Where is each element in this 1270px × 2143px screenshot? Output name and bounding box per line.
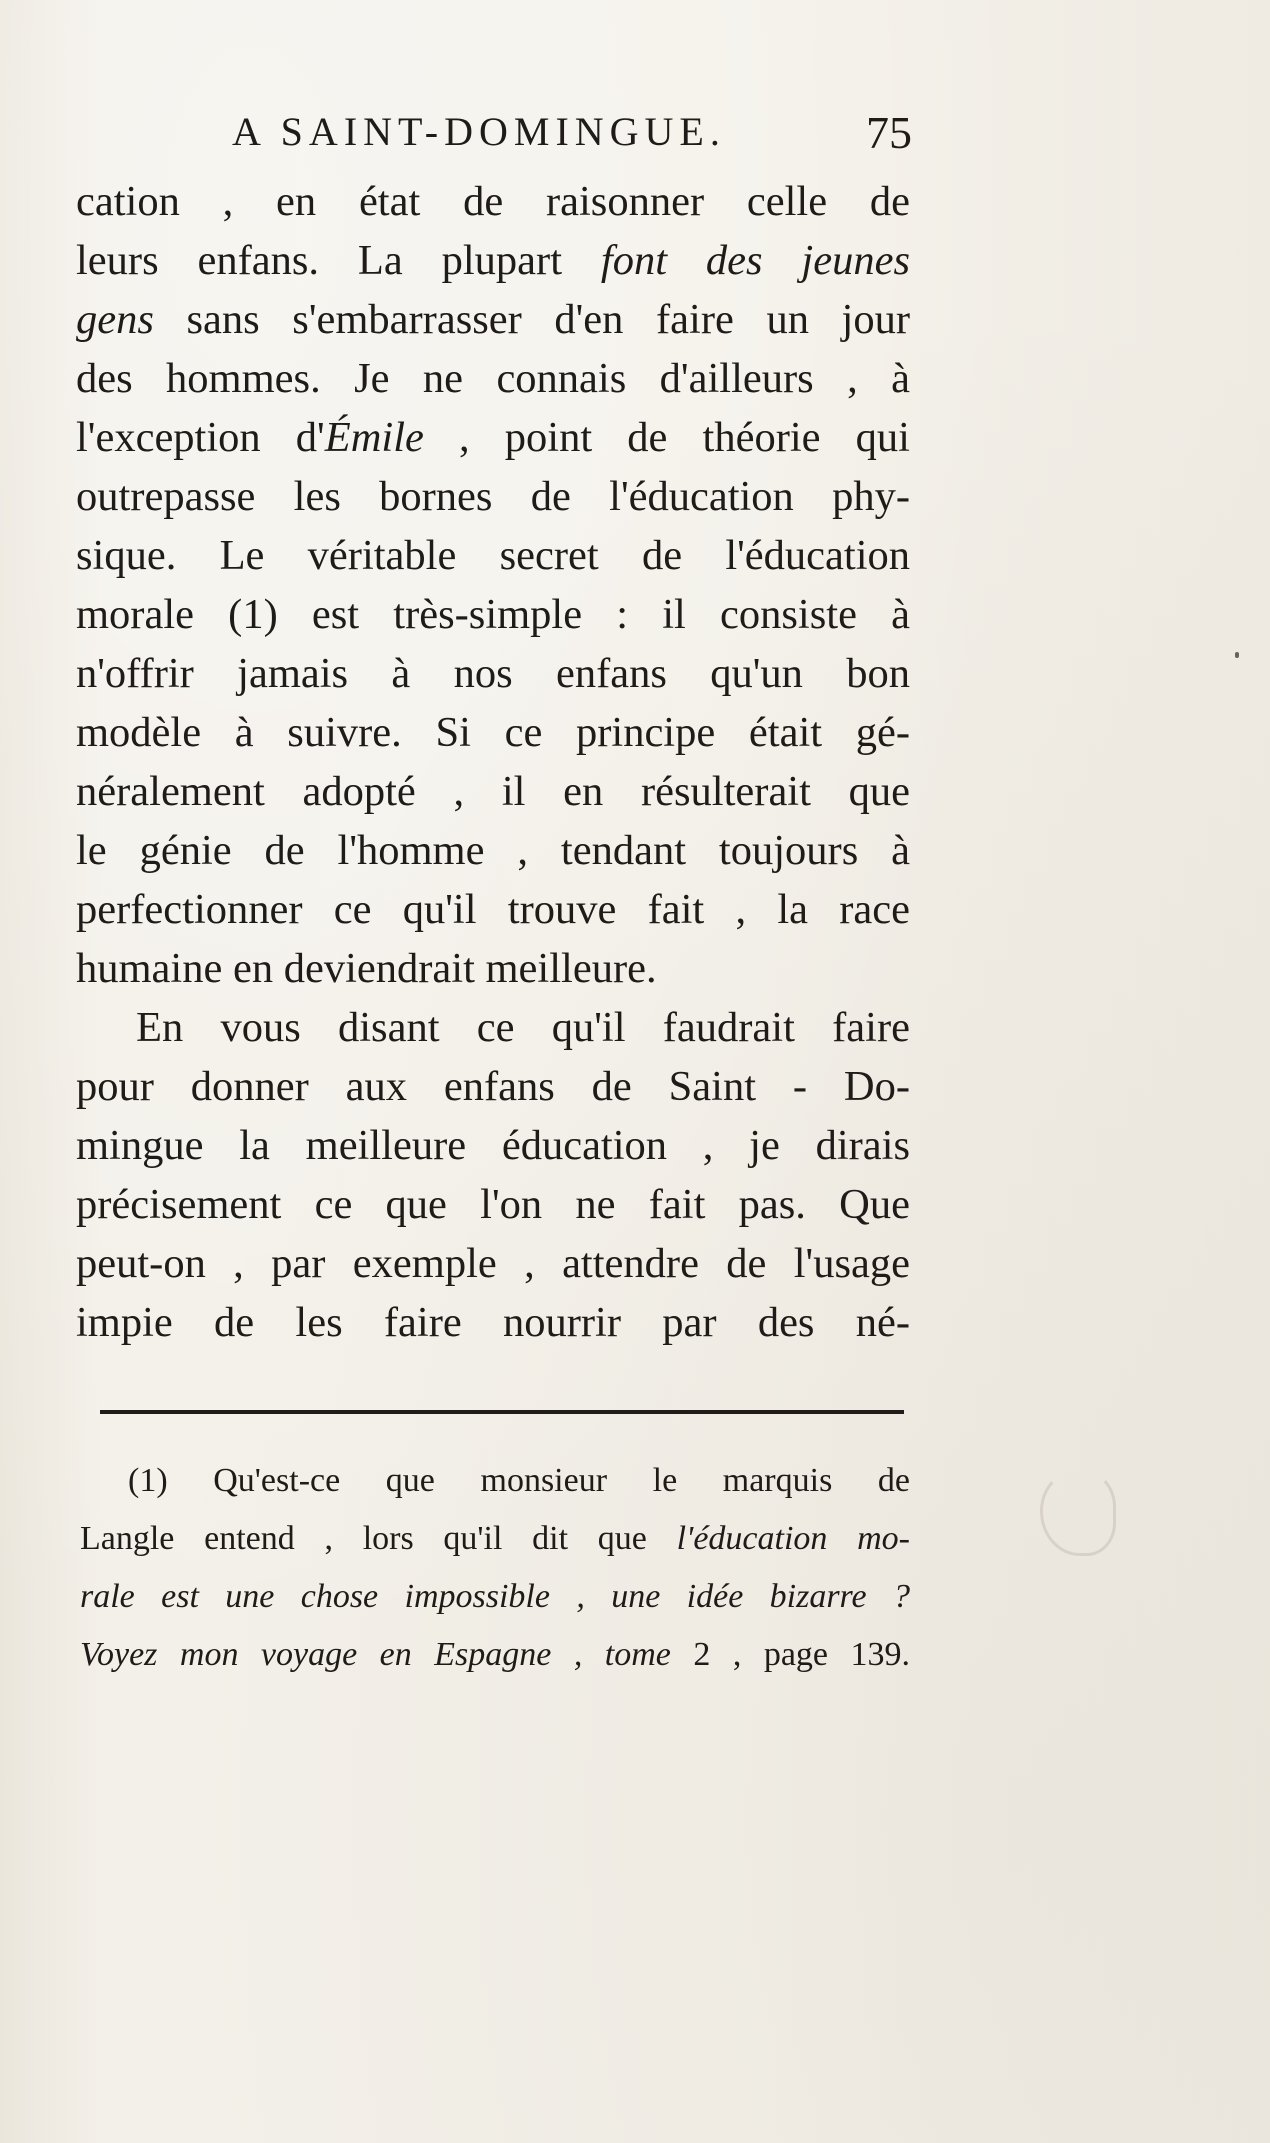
footnote-line: Langle entend , lors qu'il dit que l'éducation mo- — [80, 1520, 911, 1557]
text-line: gens sans s'embarrasser d'en faire un jour — [76, 296, 910, 343]
paper-stain — [1040, 1470, 1116, 1556]
page-number: 75 — [866, 107, 912, 158]
text-line: outrepasse les bornes de l'éducation phy- — [76, 473, 910, 520]
footnote-separator-rule — [100, 1410, 904, 1414]
page-header — [232, 100, 912, 170]
text-line: néralement adopté , il en résulterait que — [76, 768, 910, 815]
text-line: des hommes. Je ne connais d'ailleurs , à — [76, 355, 910, 402]
footnote-line: rale est une chose impossible , une idée bizarre ? — [80, 1578, 910, 1615]
main-text — [76, 172, 910, 1352]
text-line: leurs enfans. La plupart font des jeunes — [76, 237, 910, 284]
paper-speck — [1235, 652, 1239, 658]
text-line: mingue la meilleure éducation , je dirais — [76, 1122, 910, 1169]
text-line: cation , en état de raisonner celle de — [76, 178, 910, 225]
text-line: pour donner aux enfans de Saint - Do- — [76, 1063, 910, 1110]
text-line: n'offrir jamais à nos enfans qu'un bon — [76, 650, 910, 697]
footnote — [80, 1452, 910, 1684]
text-line: impie de les faire nourrir par des né- — [76, 1299, 910, 1346]
text-line: peut-on , par exemple , attendre de l'usage — [76, 1240, 910, 1287]
footnote-line: Voyez mon voyage en Espagne , tome 2 , page 139. — [80, 1636, 910, 1673]
text-line: morale (1) est très-simple : il consiste à — [76, 591, 910, 638]
paragraph-start-line: En vous disant ce qu'il faudrait faire — [136, 1004, 910, 1051]
text-line: perfectionner ce qu'il trouve fait , la race — [76, 886, 910, 933]
paragraph-end-line: humaine en deviendrait meilleure. — [76, 945, 657, 992]
text-line: sique. Le véritable secret de l'éducation — [76, 532, 910, 579]
running-title: A SAINT-DOMINGUE. — [232, 109, 726, 154]
text-line: le génie de l'homme , tendant toujours à — [76, 827, 910, 874]
footnote-line: (1) Qu'est-ce que monsieur le marquis de — [128, 1462, 910, 1499]
text-line: modèle à suivre. Si ce principe était gé- — [76, 709, 910, 756]
text-line: précisement ce que l'on ne fait pas. Que — [76, 1181, 910, 1228]
text-line: l'exception d'Émile , point de théorie qui — [76, 414, 910, 461]
